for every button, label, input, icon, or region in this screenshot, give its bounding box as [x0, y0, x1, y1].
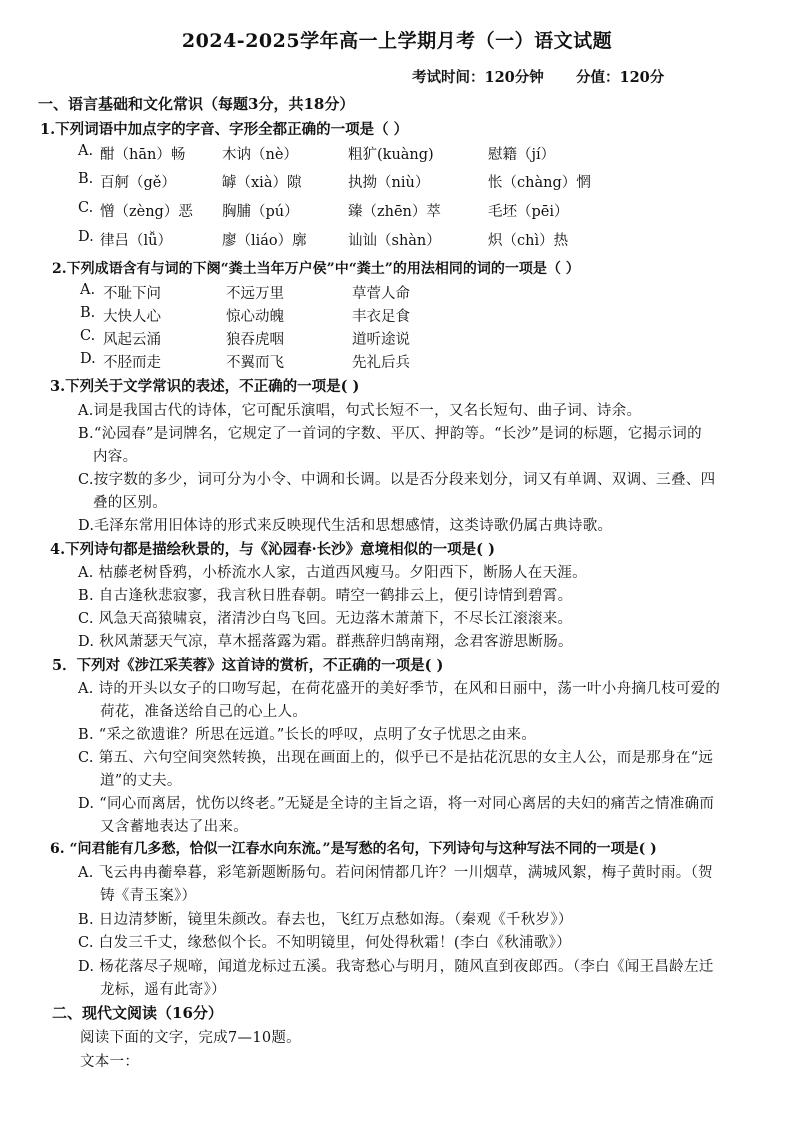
q1-b-word3: 执拗（niù）	[348, 175, 430, 191]
q2-b-label: B.	[80, 305, 96, 321]
q2-c-label: C.	[80, 328, 96, 344]
q1-b-word1: 百舸（gě）	[100, 175, 176, 191]
q2-d-idiom2: 不翼而飞	[226, 355, 284, 371]
question-1-stem: 1.下列词语中加点字的字音、字形全都正确的一项是（ ）	[40, 121, 409, 138]
q2-a-idiom1: 不耻下问	[103, 286, 161, 302]
exam-title: 2024-2025学年高一上学期月考（一）语文试题	[181, 30, 613, 52]
question-5-stem: 5．下列对《涉江采芙蓉》这首诗的赏析，不正确的一项是( )	[52, 657, 444, 674]
q2-c-idiom2: 狼吞虎咽	[226, 332, 284, 348]
q4-option-c: C. 风急天高猿啸哀，渚清沙白鸟飞回。无边落木萧萧下，不尽长江滚滚来。	[78, 611, 573, 627]
section-heading-2: 二、现代文阅读（16分）	[52, 1004, 223, 1022]
q2-a-idiom3: 草菅人命	[352, 286, 410, 302]
q1-c-word1: 憎（zèng）恶	[100, 204, 193, 220]
q2-a-idiom2: 不远万里	[226, 286, 284, 302]
q1-d-label: D.	[78, 229, 94, 245]
q5-option-a: A. 诗的开头以女子的口吻写起，在荷花盛开的美好季节，在风和日丽中，荡一叶小舟摘几枝可爱的	[78, 681, 721, 697]
q1-a-word4: 慰籍（jí）	[488, 147, 556, 163]
q1-c-word4: 毛坯（pēi）	[488, 204, 569, 220]
q4-option-a: A. 枯藤老树昏鸦，小桥流水人家，古道西风瘦马。夕阳西下，断肠人在天涯。	[78, 565, 587, 581]
q3-option-d: D.毛泽东常用旧体诗的形式来反映现代生活和思想感情，这类诗歌仍属古典诗歌。	[78, 518, 613, 534]
q6-option-b: B. 日边清梦断，镜里朱颜改。春去也，飞红万点愁如海。（秦观《千秋岁》）	[78, 912, 573, 928]
q6-option-d-cont: 龙标，遥有此寄》）	[100, 982, 226, 998]
q2-c-idiom1: 风起云涌	[103, 332, 161, 348]
q5-option-c: C. 第五、六句空间突然转换，出现在画面上的，似乎已不是拈花沉思的女主人公，而是那身在“远	[78, 750, 714, 766]
q1-b-label: B.	[78, 171, 94, 187]
q1-b-word2: 罅（xià）隙	[222, 175, 302, 191]
question-6-stem: 6. “问君能有几多愁，恰似一江春水向东流。”是写愁的名句，下列诗句与这种写法不同的一项是( )	[50, 841, 657, 857]
reading-instruction: 阅读下面的文字，完成7—10题。	[80, 1030, 301, 1046]
q1-a-word2: 木讷（nè）	[222, 147, 298, 163]
q6-option-a-cont: 铸《青玉案》）	[100, 888, 197, 904]
q1-d-word1: 律吕（lǚ）	[100, 233, 172, 249]
q2-b-idiom2: 惊心动魄	[226, 309, 284, 325]
q1-a-word3: 粗犷(kuàng)	[348, 147, 434, 163]
q5-option-d: D. “同心而离居，忧伤以终老。”无疑是全诗的主旨之语，将一对同心离居的夫妇的痛苦之情准确而	[78, 796, 715, 812]
q2-b-idiom3: 丰衣足食	[352, 309, 410, 325]
exam-time: 考试时间：120分钟	[412, 69, 544, 86]
q1-a-word1: 酣（hān）畅	[100, 147, 186, 163]
q6-option-c: C. 白发三千丈，缘愁似个长。不知明镜里，何处得秋霜！(李白《秋浦歌》）	[78, 935, 571, 951]
question-2-stem: 2.下列成语含有与词的下阕“粪土当年万户侯”中“粪土”的用法相同的词的一项是（ ）	[52, 261, 580, 277]
q5-option-a-cont: 荷花，准备送给自己的心上人。	[100, 704, 308, 720]
q2-c-idiom3: 道听途说	[352, 332, 410, 348]
q1-c-word3: 臻（zhēn）萃	[348, 204, 441, 220]
question-3-stem: 3.下列关于文学常识的表述，不正确的一项是( )	[50, 378, 360, 395]
q1-c-word2: 胸脯（pú）	[222, 204, 299, 220]
question-4-stem: 4.下列诗句都是描绘秋景的，与《沁园春·长沙》意境相似的一项是( )	[50, 541, 495, 558]
q1-a-label: A.	[78, 143, 94, 159]
section-heading-1: 一、语言基础和文化常识（每题3分，共18分）	[38, 95, 355, 113]
q2-a-label: A.	[80, 282, 96, 298]
q1-b-word4: 怅（chàng）惘	[488, 175, 591, 191]
q1-d-word2: 廖（liáo）廓	[222, 233, 307, 249]
q5-option-d-cont: 又含蓄地表达了出来。	[100, 819, 248, 835]
q6-option-d: D. 杨花落尽子规啼，闻道龙标过五溪。我寄愁心与明月，随风直到夜郎西。（李白《闻王昌龄左迁	[78, 959, 714, 975]
q1-d-word3: 讪讪（shàn）	[348, 233, 441, 249]
q6-option-a: A. 飞云冉冉蘅皋暮，彩笔新题断肠句。若问闲情都几许？一川烟草，满城风絮，梅子黄时雨。（贺	[78, 865, 713, 881]
q5-option-c-cont: 道”的丈夫。	[100, 773, 182, 789]
q2-b-idiom1: 大快人心	[103, 309, 161, 325]
q5-option-b: B. “采之欲遗谁？所思在远道。”长长的呼叹，点明了女子忧思之由来。	[78, 727, 537, 743]
q2-d-idiom1: 不胫而走	[103, 355, 161, 371]
q3-option-b: B.“沁园春”是词牌名，它规定了一首词的字数、平仄、押韵等。“长沙”是词的标题，它揭示词的	[78, 426, 702, 442]
q3-option-a: A.词是我国古代的诗体，它可配乐演唱，句式长短不一，又名长短句、曲子词、诗余。	[78, 403, 642, 419]
reading-text-label: 文本一：	[80, 1054, 140, 1070]
q3-option-c: C.按字数的多少，词可分为小令、中调和长调。以是否分段来划分，词又有单调、双调、三叠、四	[78, 472, 716, 488]
q4-option-d: D. 秋风萧瑟天气凉，草木摇落露为霜。群燕辞归鹄南翔，念君客游思断肠。	[78, 634, 573, 650]
q1-c-label: C.	[78, 200, 94, 216]
q1-d-word4: 炽（chì）热	[488, 233, 569, 249]
q3-option-b-cont: 内容。	[93, 449, 138, 465]
q4-option-b: B. 自古逢秋悲寂寥，我言秋日胜春朝。晴空一鹤排云上，便引诗情到碧霄。	[78, 588, 573, 604]
exam-score: 分值：120分	[576, 69, 665, 86]
q3-option-c-cont: 叠的区别。	[93, 495, 167, 511]
q2-d-idiom3: 先礼后兵	[352, 355, 410, 371]
q2-d-label: D.	[80, 351, 96, 367]
